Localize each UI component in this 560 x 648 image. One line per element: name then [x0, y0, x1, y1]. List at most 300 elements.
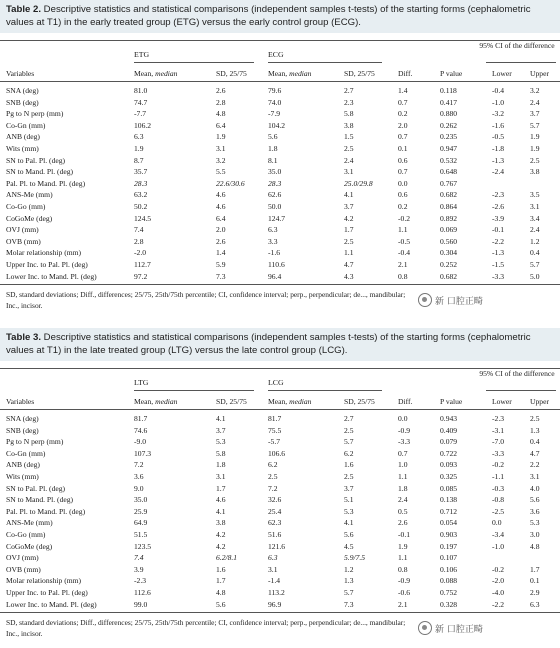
ci-lower-cell: -7.0 [492, 437, 505, 447]
p-value-cell: 0.054 [440, 518, 458, 528]
mean-1-cell: 3.6 [134, 472, 144, 481]
header-mean-median-1 [134, 396, 177, 408]
variable-cell: SN to Pal. Pl. (deg) [6, 483, 66, 493]
mean-2-cell: 8.1 [268, 155, 278, 165]
variable-cell: ANB (deg) [6, 460, 40, 470]
mean-1-cell: 35.7 [134, 167, 148, 177]
group1-underline [134, 390, 254, 391]
sd-1-cell: 6.2/8.1 [216, 553, 238, 563]
diff-cell: 0.7 [398, 448, 408, 458]
variable-cell: Co-Go (mm) [6, 530, 46, 539]
variable-cell: SNA (deg) [6, 414, 39, 423]
sd-1-cell: 4.2 [216, 541, 226, 551]
p-value-cell: 0.903 [440, 530, 458, 539]
diff-cell: 0.7 [398, 132, 408, 142]
group1-underline [134, 62, 254, 63]
diff-cell: 1.1 [398, 472, 408, 481]
sd-2-cell: 1.5 [344, 132, 354, 142]
variable-cell: ANB (deg) [6, 132, 40, 142]
sd-2-cell: 1.7 [344, 225, 354, 235]
diff-cell: 0.6 [398, 190, 408, 200]
ci-lower-cell: -2.3 [492, 190, 505, 200]
diff-cell: 0.7 [398, 167, 408, 177]
diff-cell: 0.2 [398, 202, 408, 211]
p-value-cell: 0.752 [440, 588, 458, 597]
mean-1-cell: 81.0 [134, 86, 148, 95]
diff-cell: 0.6 [398, 155, 408, 165]
p-value-cell: 0.107 [440, 553, 458, 563]
sd-1-cell: 5.9 [216, 260, 226, 269]
ci-lower-cell: -1.0 [492, 541, 505, 551]
sd-1-cell: 5.6 [216, 599, 226, 609]
header-mean-text: Mean, [268, 397, 290, 406]
p-value-cell: 0.106 [440, 564, 458, 574]
sd-1-cell: 4.8 [216, 588, 226, 597]
sd-1-cell: 2.0 [216, 225, 226, 235]
header-median-text: median [289, 397, 312, 406]
p-value-cell: 0.325 [440, 472, 458, 481]
mean-2-cell: -5.7 [268, 437, 281, 447]
p-value-cell: 0.304 [440, 248, 458, 258]
mean-1-cell: 2.8 [134, 236, 144, 246]
sd-1-cell: 3.7 [216, 425, 226, 435]
sd-2-cell: 5.1 [344, 495, 354, 505]
variable-cell: SNA (deg) [6, 86, 39, 95]
header-variables: Variables [6, 397, 35, 406]
mean-2-cell: 106.6 [268, 448, 286, 458]
variable-cell: SN to Pal. Pl. (deg) [6, 155, 66, 165]
sd-1-cell: 1.4 [216, 248, 226, 258]
table-footnote: SD, standard deviations; Diff., differences; 25/75, 25th/75th percentile; CI, confidence interval; perp., perpendicular; de..., mandibular; Inc., incisor. [6, 290, 406, 310]
header-upper: Upper [530, 397, 549, 406]
p-value-cell: 0.947 [440, 144, 458, 153]
diff-cell: -0.2 [398, 213, 411, 223]
mean-2-cell: 3.1 [268, 564, 278, 574]
group2-underline [268, 62, 382, 63]
ci-upper-cell: 3.0 [530, 530, 540, 539]
diff-cell: 1.1 [398, 553, 408, 563]
ci-lower-cell: -3.4 [492, 530, 505, 539]
p-value-cell: 0.235 [440, 132, 458, 142]
sd-2-cell: 5.8 [344, 109, 354, 119]
watermark [418, 621, 483, 635]
p-value-cell: 0.560 [440, 236, 458, 246]
sd-1-cell: 3.2 [216, 155, 226, 165]
mean-2-cell: 6.2 [268, 460, 278, 470]
header-lower: Lower [492, 397, 512, 406]
header-mean-median-2 [268, 396, 311, 408]
group2-label: ECG [268, 50, 284, 59]
ci-upper-cell: 0.1 [530, 576, 540, 586]
ci-underline [486, 62, 556, 63]
header-upper: Upper [530, 69, 549, 78]
ci-lower-cell: -3.1 [492, 425, 505, 435]
ci-upper-cell: 0.4 [530, 437, 540, 447]
variable-cell: SNB (deg) [6, 425, 39, 435]
sd-1-cell: 5.5 [216, 167, 226, 177]
diff-cell: 1.9 [398, 541, 408, 551]
sd-1-cell: 6.4 [216, 213, 226, 223]
mean-1-cell: 74.6 [134, 425, 148, 435]
sd-1-cell: 4.2 [216, 530, 226, 539]
variable-cell: OVB (mm) [6, 564, 41, 574]
p-value-cell: 0.088 [440, 576, 458, 586]
sd-2-cell: 4.3 [344, 271, 354, 281]
mean-2-cell: 62.3 [268, 518, 282, 528]
variable-cell: OVJ (mm) [6, 225, 39, 235]
diff-cell: 1.1 [398, 225, 408, 235]
ci-upper-cell: 5.6 [530, 495, 540, 505]
diff-cell: 0.0 [398, 178, 408, 188]
ci-lower-cell: -3.3 [492, 271, 505, 281]
sd-1-cell: 5.3 [216, 437, 226, 447]
mean-1-cell: 63.2 [134, 190, 148, 200]
diff-cell: 2.0 [398, 120, 408, 130]
ci-upper-cell: 5.7 [530, 120, 540, 130]
mean-2-cell: 50.0 [268, 202, 282, 211]
table-3 [0, 328, 560, 648]
ci-upper-cell: 2.4 [530, 225, 540, 235]
mean-1-cell: -2.0 [134, 248, 147, 258]
ci-upper-cell: 3.7 [530, 109, 540, 119]
sd-1-cell: 4.6 [216, 190, 226, 200]
sd-1-cell: 5.8 [216, 448, 226, 458]
ci-lower-cell: -1.5 [492, 260, 505, 269]
sd-1-cell: 4.6 [216, 202, 226, 211]
sd-2-cell: 4.1 [344, 518, 354, 528]
diff-cell: 2.6 [398, 518, 408, 528]
ci-upper-cell: 1.3 [530, 425, 540, 435]
ci-upper-cell: 3.8 [530, 167, 540, 177]
watermark-text: 新 口腔正畸 [435, 296, 483, 307]
header-mean-text: Mean, [268, 69, 290, 78]
header-median-text: median [289, 69, 312, 78]
ci-upper-cell: 1.7 [530, 564, 540, 574]
ci-lower-cell: -4.0 [492, 588, 505, 597]
header-sd-2: SD, 25/75 [344, 69, 375, 78]
variable-cell: ANS-Me (mm) [6, 518, 53, 528]
ci-upper-cell: 1.9 [530, 132, 540, 142]
sd-1-cell: 2.6 [216, 236, 226, 246]
ci-lower-cell: -2.5 [492, 506, 505, 516]
p-value-cell: 0.682 [440, 271, 458, 281]
sd-2-cell: 6.2 [344, 448, 354, 458]
sd-2-cell: 25.0/29.8 [344, 178, 373, 188]
ci-lower-cell: -3.2 [492, 109, 505, 119]
sd-1-cell: 3.1 [216, 144, 226, 153]
mean-1-cell: 35.0 [134, 495, 148, 505]
variable-cell: Wits (mm) [6, 472, 39, 481]
ci-lower-cell: -2.3 [492, 414, 505, 423]
mean-2-cell: 113.2 [268, 588, 285, 597]
ci-upper-cell: 3.1 [530, 472, 540, 481]
variable-cell: Lower Inc. to Mand. Pl. (deg) [6, 271, 97, 281]
mean-1-cell: 7.4 [134, 225, 144, 235]
diff-cell: -0.1 [398, 530, 411, 539]
p-value-cell: 0.118 [440, 86, 457, 95]
mean-2-cell: 28.3 [268, 178, 282, 188]
sd-2-cell: 1.6 [344, 460, 354, 470]
variable-cell: Lower Inc. to Mand. Pl. (deg) [6, 599, 97, 609]
mean-2-cell: 62.6 [268, 190, 282, 200]
mean-2-cell: 1.8 [268, 144, 278, 153]
header-mean-text: Mean, [134, 397, 156, 406]
sd-2-cell: 1.2 [344, 564, 354, 574]
p-value-cell: 0.722 [440, 448, 458, 458]
mean-1-cell: 9.0 [134, 483, 144, 493]
table-caption [0, 328, 560, 361]
variable-cell: ANS-Me (mm) [6, 190, 53, 200]
mean-1-cell: 25.9 [134, 506, 148, 516]
ci-lower-cell: -2.2 [492, 236, 505, 246]
mean-2-cell: -1.6 [268, 248, 281, 258]
mean-1-cell: 106.2 [134, 120, 152, 130]
sd-1-cell: 3.1 [216, 472, 226, 481]
p-value-cell: 0.532 [440, 155, 458, 165]
sd-1-cell: 2.8 [216, 97, 226, 107]
mean-1-cell: 74.7 [134, 97, 148, 107]
header-diff: Diff. [398, 69, 413, 78]
mean-1-cell: 64.9 [134, 518, 148, 528]
ci-lower-cell: -2.0 [492, 576, 505, 586]
mean-1-cell: 99.0 [134, 599, 148, 609]
mean-2-cell: -7.9 [268, 109, 281, 119]
mean-2-cell: 5.6 [268, 132, 278, 142]
mean-2-cell: 35.0 [268, 167, 282, 177]
diff-cell: 0.2 [398, 109, 408, 119]
sd-2-cell: 3.7 [344, 202, 354, 211]
header-median-text: median [155, 69, 178, 78]
ci-upper-cell: 5.0 [530, 271, 540, 281]
sd-2-cell: 2.5 [344, 144, 354, 153]
mean-1-cell: 81.7 [134, 414, 148, 423]
mean-1-cell: 1.9 [134, 144, 144, 153]
sd-2-cell: 2.3 [344, 97, 354, 107]
header-rule [0, 81, 560, 82]
variable-cell: SN to Mand. Pl. (deg) [6, 495, 74, 505]
group1-label: ETG [134, 50, 150, 59]
header-sd-1: SD, 25/75 [216, 397, 247, 406]
diff-cell: -0.9 [398, 576, 411, 586]
mean-2-cell: 6.3 [268, 225, 278, 235]
header-median-text: median [155, 397, 178, 406]
ci-upper-cell: 1.9 [530, 144, 540, 153]
p-value-cell: 0.069 [440, 225, 458, 235]
sd-1-cell: 1.8 [216, 460, 226, 470]
sd-2-cell: 2.4 [344, 155, 354, 165]
variable-cell: SN to Mand. Pl. (deg) [6, 167, 74, 177]
header-sd-2: SD, 25/75 [344, 397, 375, 406]
caption-label: Table 2. [6, 4, 42, 15]
sd-2-cell: 3.8 [344, 120, 354, 130]
ci-title: 95% CI of the difference [479, 41, 555, 50]
group2-label: LCG [268, 378, 284, 387]
ci-upper-cell: 4.8 [530, 541, 540, 551]
sd-2-cell: 2.5 [344, 425, 354, 435]
diff-cell: -0.9 [398, 425, 411, 435]
header-sd-1: SD, 25/75 [216, 69, 247, 78]
mean-2-cell: 96.9 [268, 599, 282, 609]
bottom-rule [0, 612, 560, 613]
ci-upper-cell: 5.3 [530, 518, 540, 528]
group1-label: LTG [134, 378, 149, 387]
mean-1-cell: 50.2 [134, 202, 148, 211]
diff-cell: 1.4 [398, 86, 408, 95]
header-p-value [440, 396, 462, 408]
ci-lower-cell: -3.3 [492, 448, 505, 458]
caption-label: Table 3. [6, 332, 42, 343]
ci-upper-cell: 2.2 [530, 460, 540, 470]
ci-lower-cell: -2.4 [492, 167, 505, 177]
p-value-cell: 0.197 [440, 541, 458, 551]
mean-2-cell: 75.5 [268, 425, 282, 435]
mean-2-cell: -1.4 [268, 576, 281, 586]
table-footnote: SD, standard deviations; Diff., differences; 25/75, 25th/75th percentile; CI, confidence interval; perp., perpendicular; de..., mandibular; Inc., incisor. [6, 618, 406, 638]
diff-cell: -0.4 [398, 248, 411, 258]
p-value-cell: 0.252 [440, 260, 458, 269]
ci-title: 95% CI of the difference [479, 369, 555, 378]
sd-1-cell: 2.6 [216, 86, 226, 95]
diff-cell: 1.0 [398, 460, 408, 470]
mean-2-cell: 121.6 [268, 541, 286, 551]
header-variables: Variables [6, 69, 35, 78]
sd-1-cell: 1.7 [216, 576, 226, 586]
ci-upper-cell: 4.7 [530, 448, 540, 458]
header-p-text: P value [440, 397, 463, 406]
sd-1-cell: 4.1 [216, 506, 226, 516]
diff-cell: 2.1 [398, 260, 408, 269]
mean-2-cell: 79.6 [268, 86, 282, 95]
diff-cell: -3.3 [398, 437, 411, 447]
header-mean-median-2 [268, 68, 311, 80]
p-value-cell: 0.079 [440, 437, 458, 447]
sd-2-cell: 3.7 [344, 483, 354, 493]
header-p-text: P value [440, 69, 463, 78]
sd-2-cell: 1.1 [344, 248, 354, 258]
sd-1-cell: 4.1 [216, 414, 226, 423]
ci-upper-cell: 1.2 [530, 236, 540, 246]
ci-lower-cell: -0.1 [492, 225, 505, 235]
sd-1-cell: 1.6 [216, 564, 226, 574]
diff-cell: 2.4 [398, 495, 408, 505]
mean-1-cell: 51.5 [134, 530, 148, 539]
p-value-cell: 0.892 [440, 213, 458, 223]
watermark [418, 293, 483, 307]
mean-2-cell: 81.7 [268, 414, 282, 423]
mean-2-cell: 110.6 [268, 260, 285, 269]
p-value-cell: 0.085 [440, 483, 458, 493]
mean-1-cell: 112.6 [134, 588, 151, 597]
ci-lower-cell: -0.4 [492, 86, 505, 95]
sd-2-cell: 7.3 [344, 599, 354, 609]
mean-1-cell: 28.3 [134, 178, 148, 188]
ci-lower-cell: -1.3 [492, 248, 505, 258]
p-value-cell: 0.328 [440, 599, 458, 609]
watermark-logo-icon [418, 293, 432, 307]
mean-1-cell: 6.3 [134, 132, 144, 142]
mean-2-cell: 3.3 [268, 236, 278, 246]
variable-cell: OVB (mm) [6, 236, 41, 246]
ci-lower-cell: 0.0 [492, 518, 502, 528]
diff-cell: 1.8 [398, 483, 408, 493]
diff-cell: 0.8 [398, 271, 408, 281]
caption-text: Descriptive statistics and statistical comparisons (independent samples t-tests) of the starting forms (cephalometric values at T1) in the late treated group (LTG) versus the late control group (LCG). [6, 332, 531, 356]
ci-lower-cell: -1.8 [492, 144, 505, 153]
diff-cell: 0.5 [398, 506, 408, 516]
watermark-logo-icon [418, 621, 432, 635]
header-rule [0, 409, 560, 410]
mean-1-cell: 7.4 [134, 553, 144, 563]
p-value-cell: 0.864 [440, 202, 458, 211]
ci-upper-cell: 3.5 [530, 190, 540, 200]
ci-lower-cell: -2.2 [492, 599, 505, 609]
sd-2-cell: 4.2 [344, 213, 354, 223]
mean-1-cell: 124.5 [134, 213, 152, 223]
variable-cell: Wits (mm) [6, 144, 39, 153]
diff-cell: -0.6 [398, 588, 411, 597]
sd-2-cell: 4.7 [344, 260, 354, 269]
bottom-rule [0, 284, 560, 285]
ci-upper-cell: 3.2 [530, 86, 540, 95]
diff-cell: 0.1 [398, 144, 408, 153]
sd-2-cell: 3.1 [344, 167, 354, 177]
ci-upper-cell: 3.6 [530, 506, 540, 516]
ci-upper-cell: 3.1 [530, 202, 540, 211]
ci-lower-cell: -1.1 [492, 472, 505, 481]
header-mean-text: Mean, [134, 69, 156, 78]
variable-cell: CoGoMe (deg) [6, 213, 53, 223]
p-value-cell: 0.417 [440, 97, 458, 107]
header-p-value [440, 68, 462, 80]
sd-1-cell: 1.7 [216, 483, 226, 493]
diff-cell: -0.5 [398, 236, 411, 246]
sd-2-cell: 2.7 [344, 414, 354, 423]
p-value-cell: 0.880 [440, 109, 458, 119]
variable-cell: Pg to N perp (mm) [6, 437, 64, 447]
diff-cell: 0.7 [398, 97, 408, 107]
sd-1-cell: 4.6 [216, 495, 226, 505]
sd-2-cell: 1.3 [344, 576, 354, 586]
diff-cell: 2.1 [398, 599, 408, 609]
sd-2-cell: 5.7 [344, 588, 354, 597]
top-rule [0, 40, 560, 41]
sd-2-cell: 5.6 [344, 530, 354, 539]
mean-1-cell: 123.5 [134, 541, 152, 551]
mean-1-cell: 107.3 [134, 448, 152, 458]
ci-lower-cell: -1.3 [492, 155, 505, 165]
mean-2-cell: 2.5 [268, 472, 278, 481]
caption-text: Descriptive statistics and statistical comparisons (independent samples t-tests) of the starting forms (cephalometric values at T1) in the early treated group (ETG) versus the early control group (ECG). [6, 4, 531, 28]
mean-1-cell: 7.2 [134, 460, 144, 470]
variable-cell: Molar relationship (mm) [6, 576, 82, 586]
watermark-text: 新 口腔正畸 [435, 624, 483, 635]
p-value-cell: 0.093 [440, 460, 458, 470]
top-rule [0, 368, 560, 369]
p-value-cell: 0.943 [440, 414, 458, 423]
mean-1-cell: 97.2 [134, 271, 148, 281]
variable-cell: OVJ (mm) [6, 553, 39, 563]
variable-cell: Pg to N perp (mm) [6, 109, 64, 119]
p-value-cell: 0.138 [440, 495, 458, 505]
variable-cell: SNB (deg) [6, 97, 39, 107]
p-value-cell: 0.767 [440, 178, 458, 188]
sd-2-cell: 2.5 [344, 236, 354, 246]
mean-2-cell: 124.7 [268, 213, 286, 223]
mean-2-cell: 7.2 [268, 483, 278, 493]
sd-1-cell: 1.9 [216, 132, 226, 142]
ci-upper-cell: 2.5 [530, 155, 540, 165]
ci-lower-cell: -0.2 [492, 564, 505, 574]
